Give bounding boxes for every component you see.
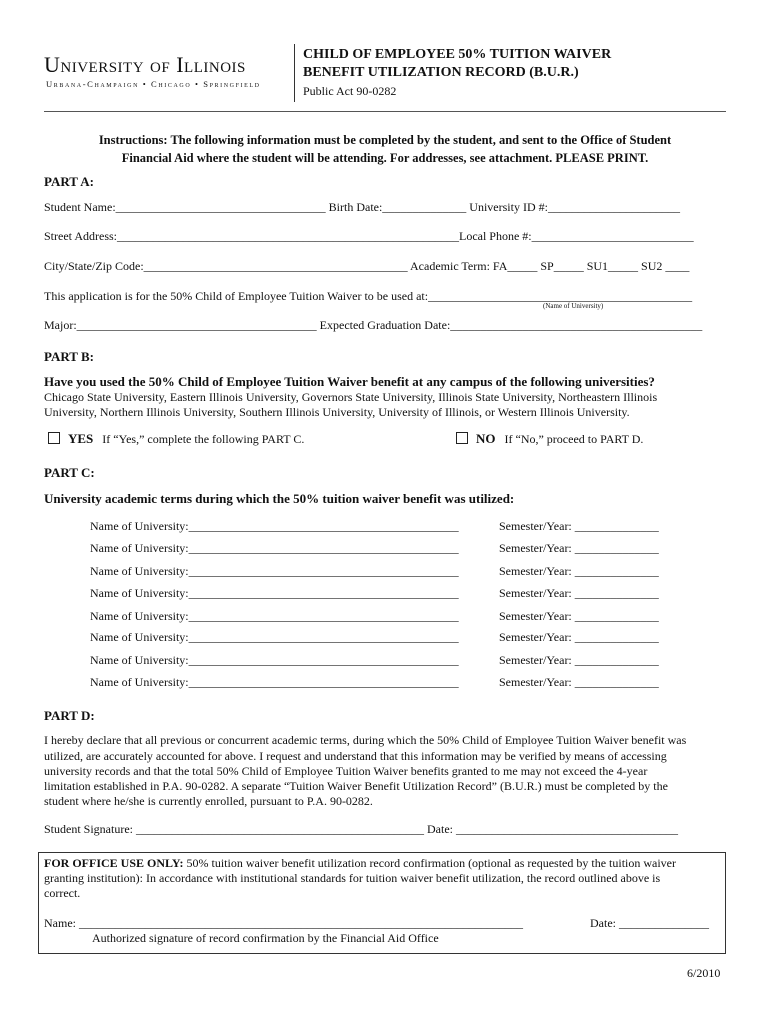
declaration-line5: student where he/she is currently enrolled, pursuant to P.A. 90-0282. [44,794,373,808]
office-name-field[interactable]: Name: __________________________________________________________________________ [44,916,523,930]
declaration-line1: I hereby declare that all previous or concurrent academic terms, during which the 50% Child of Employee Tuition Waiver benefit was [44,733,687,747]
part-d-heading: PART D: [44,708,95,723]
no-label: NO [476,431,496,446]
form-title-line2: BENEFIT UTILIZATION RECORD (B.U.R.) [303,65,579,80]
office-date-field[interactable]: Date: _______________ [590,916,709,930]
header-divider [294,44,295,102]
instructions-line2: Financial Aid where the student will be attending. For addresses, see attachment. PLEASE PRINT. [121,151,649,165]
city-term-row[interactable]: City/State/Zip Code:____________________________________________ Academic Term: FA_____ SP_____ SU1_____ SU2 ____ [44,259,690,273]
semester-year-field[interactable]: Semester/Year: ______________ [499,630,659,644]
part-b-question: Have you used the 50% Child of Employee Tuition Waiver benefit at any campus of the following universities? [44,374,655,389]
semester-year-field[interactable]: Semester/Year: ______________ [499,609,659,623]
office-text-line2: granting institution): In accordance with institutional standards for tuition waiver benefit utilization, the record outlined above is [44,871,661,885]
part-c-question: University academic terms during which the 50% tuition waiver benefit was utilized: [44,491,515,506]
office-text-line3: correct. [44,886,81,900]
semester-year-field[interactable]: Semester/Year: ______________ [499,564,659,578]
address-row[interactable]: Street Address:_________________________________________________________Local Phone #:___________________________ [44,229,694,243]
university-name-field[interactable]: Name of University:_____________________________________________ [90,630,459,644]
declaration-line2: utilized, are accurately accounted for above. I request and understand that this information may be verified by means of accessing [44,749,667,763]
university-use-row[interactable]: This application is for the 50% Child of Employee Tuition Waiver to be used at:____________________________________________ [44,289,693,303]
part-c-heading: PART C: [44,465,95,480]
header-rule [44,111,726,112]
no-checkbox[interactable] [456,432,468,444]
declaration-line4: limitation established in P.A. 90-0282. A separate “Tuition Waiver Benefit Utilization Record” (B.U.R.) must be completed by the [44,779,668,793]
public-act: Public Act 90-0282 [303,84,397,98]
revision-date: 6/2010 [687,966,721,980]
yes-note: If “Yes,” complete the following PART C. [102,432,305,446]
university-name-field[interactable]: Name of University:_____________________________________________ [90,564,459,578]
office-use-label: FOR OFFICE USE ONLY: [44,856,184,870]
university-logo-text: University of Illinois [44,52,246,77]
no-option[interactable] [456,431,643,447]
no-note: If “No,” proceed to PART D. [504,432,644,446]
yes-checkbox[interactable] [48,432,60,444]
office-text-line1 [44,856,676,871]
university-name-field[interactable]: Name of University:_____________________________________________ [90,653,459,667]
semester-year-field[interactable]: Semester/Year: ______________ [499,541,659,555]
university-name-field[interactable]: Name of University:_____________________________________________ [90,519,459,533]
university-name-field[interactable]: Name of University:_____________________________________________ [90,586,459,600]
part-a-heading: PART A: [44,174,94,189]
university-campuses-text: Urbana-Champaign • Chicago • Springfield [46,79,261,89]
yes-option[interactable] [48,431,304,447]
semester-year-field[interactable]: Semester/Year: ______________ [499,675,659,689]
university-name-field[interactable]: Name of University:_____________________________________________ [90,609,459,623]
form-title-line1: CHILD OF EMPLOYEE 50% TUITION WAIVER [303,47,612,62]
yes-label: YES [68,431,94,446]
university-list-line1: Chicago State University, Eastern Illinois University, Governors State University, Illinois State University, Northeastern Illinois [44,390,658,404]
university-name-note: (Name of University) [543,302,604,310]
office-signature-caption: Authorized signature of record confirmation by the Financial Aid Office [92,931,439,945]
university-list-line2: University, Northern Illinois University, Southern Illinois University, University of Illinois, or Western Illinois University. [44,405,630,419]
university-name-field[interactable]: Name of University:_____________________________________________ [90,541,459,555]
semester-year-field[interactable]: Semester/Year: ______________ [499,653,659,667]
university-name-field[interactable]: Name of University:_____________________________________________ [90,675,459,689]
student-signature-row[interactable]: Student Signature: ________________________________________________ Date: _____________________________________ [44,822,678,836]
declaration-line3: university records and that the total 50% Child of Employee Tuition Waiver benefits granted to me may not exceed the 4-year [44,764,648,778]
semester-year-field[interactable]: Semester/Year: ______________ [499,519,659,533]
office-text: 50% tuition waiver benefit utilization record confirmation (optional as requested by the tuition waiver [183,856,677,870]
semester-year-field[interactable]: Semester/Year: ______________ [499,586,659,600]
major-row[interactable]: Major:________________________________________ Expected Graduation Date:__________________________________________ [44,318,703,332]
student-info-row[interactable]: Student Name:___________________________________ Birth Date:______________ University ID #:______________________ [44,200,680,214]
part-b-heading: PART B: [44,349,94,364]
instructions-line1: Instructions: The following information must be completed by the student, and sent to the Office of Student [98,133,672,147]
